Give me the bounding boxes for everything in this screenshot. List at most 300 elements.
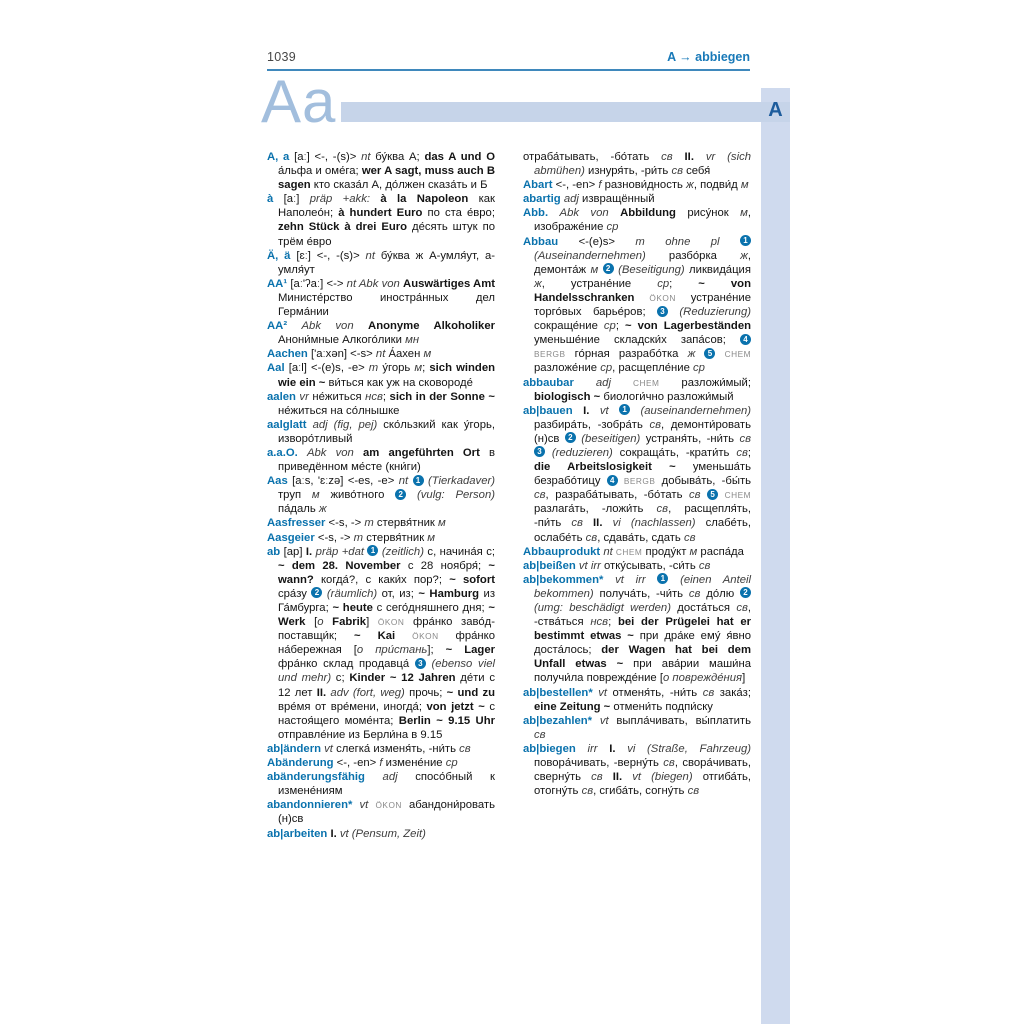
- bold-phrase: ~ von Handelsschranken: [534, 277, 751, 304]
- bold-phrase: ~ Kai: [354, 630, 396, 643]
- bold-phrase: ~ und zu: [446, 686, 496, 699]
- headword: Aasfresser: [267, 517, 326, 530]
- dictionary-entry: [267, 446, 495, 474]
- entry-text: сокраща́ть, -крати́ть: [612, 446, 737, 459]
- dictionary-entry: [267, 277, 495, 319]
- headword: aalglatt: [267, 418, 307, 431]
- entry-text: прочь;: [404, 686, 447, 699]
- entry-text: а́льфа и оме́га;: [278, 165, 362, 178]
- entry-text: получа́ть, -чи́ть: [593, 587, 689, 600]
- entry-text: [365, 771, 383, 783]
- section-letter: Aa: [261, 68, 337, 135]
- bold-phrase: ~ heute: [332, 602, 373, 614]
- entry-text: [324, 616, 333, 628]
- entry-text: изнуря́ть, -ри́ть: [584, 165, 672, 178]
- subject-label: ÖKON: [412, 631, 439, 642]
- sense-number: 2: [603, 263, 614, 274]
- entry-text: <-s, ->: [314, 531, 354, 544]
- grammar-label: св: [739, 432, 751, 445]
- bold-phrase: Auswärtiges Amt: [403, 277, 495, 290]
- entry-text: бу́ква A;: [370, 151, 425, 163]
- grammar-label: adj (fig, pej): [312, 418, 378, 431]
- dictionary-entry: [523, 559, 751, 573]
- headword: Abart: [523, 179, 553, 192]
- grammar-label: ж: [534, 277, 542, 290]
- sense-number: 2: [395, 489, 406, 500]
- bold-phrase: der Wagen hat bei dem Unfall etwas ~: [534, 644, 751, 671]
- bold-phrase: am angeführten Ort: [362, 446, 480, 459]
- grammar-label: vt: [599, 404, 609, 417]
- grammar-label: ж: [740, 249, 748, 262]
- grammar-label: (Auseinandernehmen): [534, 249, 646, 262]
- headword: ab|bekommen*: [523, 573, 604, 586]
- entry-text: устране́ние торго́вых барье́ров;: [534, 291, 752, 319]
- grammar-label: vr (sich abmühen): [534, 151, 752, 178]
- entry-text: с сего́дняшнего дня;: [372, 602, 489, 614]
- entry-text: слабе́ть, ослабе́ть: [534, 517, 752, 544]
- grammar-label: св: [581, 785, 594, 798]
- entry-text: [622, 771, 632, 783]
- grammar-label: св: [663, 757, 675, 770]
- bold-phrase: Berlin ~ 9.15 Uhr: [398, 714, 495, 727]
- entry-text: [646, 574, 658, 586]
- entry-text: , расщепле́ние: [612, 362, 694, 375]
- bold-phrase: von jetzt ~: [426, 700, 485, 713]
- grammar-label: нсв: [365, 390, 383, 403]
- grammar-label: adv (fort, weg): [330, 686, 405, 699]
- entry-text: <-(e)s>: [558, 235, 636, 248]
- entry-text: [: [305, 616, 318, 629]
- entry-text: [ap]: [280, 545, 306, 558]
- sense-number: 5: [707, 489, 718, 500]
- bold-phrase: II.: [684, 151, 694, 163]
- headword: ab: [267, 545, 281, 558]
- entry-text: биологи́чно разложи́мый: [600, 390, 734, 403]
- grammar-label: nt Abk von: [346, 277, 400, 290]
- entry-text: [ɛː] <-, -(s)>: [290, 249, 366, 262]
- bold-phrase: à la Napoleon: [380, 193, 469, 206]
- grammar-label: ср: [603, 320, 616, 333]
- entry-text: отку́сывать, -си́ть: [600, 559, 699, 572]
- grammar-label: (umg: beschädigt werden): [534, 602, 671, 614]
- bold-phrase: wer A sagt, muss auch B sagen: [278, 165, 495, 192]
- entry-text: устраня́ть, -ни́ть: [640, 432, 740, 445]
- entry-text: как Наполео́н;: [278, 193, 495, 220]
- headword: abbaubar: [523, 376, 574, 389]
- grammar-label: adj: [563, 193, 579, 206]
- entry-text: [574, 377, 596, 389]
- headword: Aasgeier: [267, 531, 315, 544]
- grammar-label: (ebenso viel und mehr): [278, 658, 495, 685]
- grammar-label: м: [590, 263, 599, 276]
- entry-text: , -ства́ться: [534, 602, 751, 629]
- grammar-label: св: [459, 742, 471, 755]
- entry-text: уменьша́ть безрабо́тицу: [534, 461, 751, 488]
- grammar-label: св: [698, 559, 711, 572]
- entry-text: [576, 743, 588, 755]
- entry-text: разложе́ние: [534, 362, 601, 375]
- entry-text: с 28 ноября́;: [400, 559, 489, 572]
- grammar-label: m: [353, 531, 364, 544]
- entry-text: не́житься: [308, 390, 366, 403]
- bold-phrase: die Arbeitslosigkeit ~: [534, 461, 676, 474]
- entry-text: [aː] <-, -(s)>: [289, 151, 362, 163]
- bold-phrase: Abbildung: [620, 207, 676, 220]
- grammar-label: Abk von: [301, 320, 354, 333]
- left-column: [267, 150, 495, 841]
- entry-text: [634, 292, 649, 304]
- headword: A, a: [267, 151, 290, 163]
- entry-text: [352, 799, 359, 811]
- grammar-label: (beseitigen): [581, 432, 641, 445]
- entry-text: фра́нко склад продавца́: [278, 658, 415, 671]
- headword: Abb.: [523, 207, 549, 220]
- entry-text: [720, 236, 740, 248]
- dictionary-entry: [267, 150, 495, 192]
- entry-text: [354, 447, 363, 459]
- entry-text: [583, 517, 593, 529]
- entry-text: [630, 405, 640, 417]
- entry-text: ви́ться как уж на сковороде́: [325, 376, 473, 389]
- grammar-label: vi (nachlassen): [612, 517, 696, 530]
- bold-phrase: II.: [612, 771, 623, 784]
- entry-text: сра́зу: [278, 587, 312, 600]
- entry-text: [668, 574, 680, 586]
- sense-number: 2: [311, 587, 322, 598]
- entry-text: до́лю: [700, 587, 740, 600]
- bold-phrase: ~ Lager: [445, 644, 495, 657]
- entry-text: у́горь: [378, 362, 415, 375]
- entry-text: [616, 743, 628, 755]
- entry-text: де́сять штук по трём е́вро: [278, 221, 495, 248]
- bold-phrase: à hundert Euro: [338, 207, 423, 220]
- subject-label: CHEM: [724, 349, 752, 360]
- grammar-label: св: [585, 531, 598, 544]
- entry-text: , демонта́ж: [534, 249, 751, 276]
- dictionary-entry: [267, 516, 495, 530]
- grammar-label: vi (Straße, Fahrzeug): [627, 742, 752, 755]
- headword: AA²: [267, 320, 288, 333]
- headword: ab|ändern: [267, 742, 322, 755]
- grammar-label: vt: [599, 714, 609, 727]
- grammar-label: nt: [398, 475, 409, 488]
- dictionary-entry: [267, 742, 495, 756]
- entry-text: ;: [669, 277, 699, 290]
- grammar-label: vt: [324, 742, 333, 755]
- sense-number: 1: [619, 404, 630, 415]
- entry-text: ско́льзкий как у́горь, изворо́тливый: [278, 418, 496, 445]
- entry-text: <-, -en>: [552, 179, 599, 192]
- grammar-label: Abk von: [559, 207, 609, 220]
- grammar-label: (Reduzierung): [679, 306, 751, 319]
- headword: Abänderung: [267, 757, 334, 770]
- entry-text: [545, 447, 552, 459]
- entry-text: [aː'ʔaː] <->: [287, 277, 347, 290]
- guide-words: A → abbiegen: [667, 50, 750, 64]
- entry-text: фра́нко заво́д-поставщи́к;: [278, 616, 496, 643]
- entry-text: с, начина́я с;: [423, 545, 495, 558]
- entry-text: измене́ние: [382, 757, 446, 770]
- sense-number: 2: [565, 432, 576, 443]
- dictionary-entry: [267, 418, 495, 446]
- entry-text: Министе́рство иностра́нных дел Герма́нии: [278, 291, 495, 319]
- entry-text: от, из;: [377, 587, 419, 600]
- dictionary-entry: [267, 474, 495, 516]
- entry-text: ]: [366, 616, 378, 629]
- bold-phrase: das A und O: [424, 151, 495, 163]
- entry-text: [715, 348, 724, 360]
- grammar-label: adj: [595, 376, 611, 389]
- entry-text: себя́: [682, 165, 711, 178]
- subject-label: ÖKON: [377, 617, 405, 628]
- sense-number: 1: [740, 235, 751, 246]
- entry-text: отправле́ние из Берли́на в 9.15: [278, 728, 443, 741]
- entry-text: фра́нко на́бережная [: [278, 630, 495, 657]
- grammar-label: m: [368, 362, 379, 375]
- sense-number: 2: [740, 587, 751, 598]
- entry-text: отгиба́ть, отогну́ть: [534, 771, 752, 798]
- entry-text: , сдава́ть, сдать: [597, 531, 684, 544]
- entry-text: извращённый: [578, 193, 655, 206]
- grammar-label: vt irr: [578, 559, 601, 572]
- thumb-tab-letter: A: [768, 99, 783, 121]
- grammar-label: ср: [606, 221, 619, 234]
- entry-text: ;: [747, 446, 751, 459]
- entry-text: бу́ква ж A-умля́ут, а-умля́ут: [278, 249, 496, 276]
- grammar-label: präp +akk:: [309, 193, 370, 206]
- bold-phrase: ~ sofort: [449, 573, 495, 586]
- headword: Aal: [267, 362, 285, 375]
- grammar-label: (zeitlich): [381, 545, 424, 558]
- entry-text: [592, 715, 600, 727]
- entry-text: , расщепля́ть, -пи́ть: [534, 503, 752, 530]
- headword: ab|bezahlen*: [523, 714, 593, 727]
- grammar-label: nt: [361, 151, 371, 163]
- grammar-label: м: [311, 489, 320, 502]
- entry-text: ['aːxən] <-s>: [307, 348, 376, 361]
- entry-text: [589, 405, 599, 417]
- entry-text: когда́?, с каки́х пор?;: [313, 573, 450, 586]
- entry-text: , устране́ние: [541, 277, 658, 290]
- entry-text: отменя́ть, -ни́ть: [607, 686, 703, 699]
- entry-text: уменьше́ние складски́х запа́сов;: [534, 334, 740, 347]
- sense-number: 3: [657, 306, 668, 317]
- headword: Ä, ä: [267, 249, 291, 262]
- entry-text: [573, 405, 583, 417]
- headword: Aachen: [267, 348, 308, 361]
- entry-text: ликвида́ция: [684, 263, 751, 276]
- grammar-label: мн: [405, 334, 420, 347]
- grammar-label: ср: [600, 362, 613, 375]
- grammar-label: м: [414, 362, 423, 375]
- dictionary-entry: [267, 192, 495, 248]
- grammar-label: ж: [318, 503, 327, 516]
- entry-text: разбо́рка: [645, 249, 741, 262]
- entry-text: [aː]: [273, 193, 310, 206]
- sense-number: 3: [415, 658, 426, 669]
- sense-number: 4: [740, 334, 751, 345]
- subject-label: CHEM: [615, 546, 643, 557]
- grammar-label: св: [661, 151, 673, 163]
- entry-text: , разраба́тывать, -бо́тать: [545, 489, 689, 502]
- entry-text: разлага́ть, -ложи́ть: [534, 503, 657, 516]
- entry-text: [287, 320, 301, 332]
- bold-phrase: ~ von Lagerbeständen: [625, 320, 751, 333]
- grammar-label: Abk von: [306, 446, 354, 459]
- bold-phrase: ~ Hamburg: [418, 587, 480, 600]
- grammar-label: о при́стань: [356, 644, 428, 657]
- headword: Abbauprodukt: [523, 545, 601, 558]
- grammar-label: vt (Pensum, Zeit): [339, 827, 426, 840]
- entry-text: го́рная разрабо́тка: [565, 348, 688, 361]
- dictionary-entry: [267, 390, 495, 418]
- grammar-label: (einen Anteil bekommen): [534, 573, 752, 600]
- sense-number: 5: [704, 348, 715, 359]
- entry-text: де́ти с 12 лет: [278, 672, 495, 699]
- entry-text: [354, 320, 368, 332]
- grammar-label: (reduzieren): [551, 446, 613, 459]
- entry-text: кто сказа́л A, до́лжен сказа́ть и Б: [310, 179, 488, 192]
- grammar-label: (Beseitigung): [618, 263, 685, 276]
- grammar-label: м: [423, 348, 432, 361]
- dictionary-entry: [267, 770, 495, 798]
- grammar-label: vt: [598, 686, 608, 699]
- grammar-label: нсв: [590, 616, 609, 629]
- bold-phrase: II.: [593, 517, 603, 530]
- entry-text: стервя́тник: [373, 517, 438, 530]
- entry-text: ;: [422, 362, 430, 375]
- entry-text: [408, 475, 412, 487]
- entry-text: отмени́ть подпи́ску: [610, 700, 713, 713]
- dictionary-entry: [523, 150, 751, 178]
- subject-label: ÖKON: [649, 292, 676, 303]
- headword: ab|bauen: [523, 404, 573, 417]
- sense-number: 1: [413, 475, 424, 486]
- subject-label: BERGB: [623, 476, 656, 487]
- entry-text: вре́мя от вре́мени, иногда́;: [278, 700, 427, 713]
- grammar-label: präp +dat: [315, 545, 365, 558]
- grammar-label: ср: [445, 757, 458, 770]
- entry-text: из Га́мбурга;: [278, 587, 496, 614]
- grammar-label: св: [688, 587, 701, 600]
- dictionary-entry: [267, 319, 495, 347]
- grammar-label: м: [689, 545, 698, 558]
- dictionary-entry: [523, 206, 751, 234]
- grammar-label: св: [688, 489, 701, 502]
- entry-text: [603, 771, 613, 783]
- entry-text: [603, 574, 615, 586]
- bold-phrase: ~ Werk: [278, 602, 495, 629]
- grammar-label: (Tierkadaver): [427, 475, 496, 488]
- headword: à: [267, 193, 274, 206]
- entry-text: с;: [331, 672, 350, 685]
- entry-text: [395, 630, 412, 642]
- bold-phrase: ~ dem 28. November: [278, 559, 401, 572]
- entry-text: зака́з;: [714, 686, 751, 699]
- grammar-label: (vulg: Person): [417, 489, 496, 502]
- entry-text: [aːs, 'ɛːzə] <-es, -e>: [287, 475, 399, 488]
- grammar-label: св: [534, 489, 546, 502]
- bold-phrase: Kinder ~ 12 Jahren: [349, 672, 456, 685]
- entry-text: [668, 306, 679, 318]
- entry-text: , подви́д: [693, 179, 741, 192]
- right-column: [523, 150, 751, 798]
- subject-label: BERGB: [534, 349, 566, 360]
- entry-text: спосо́бный к измене́ниям: [278, 771, 496, 798]
- dictionary-entry: [267, 798, 495, 826]
- dictionary-entry: [523, 573, 751, 686]
- headword: abänderungsfähig: [267, 771, 365, 784]
- entry-text: разложи́мый;: [659, 376, 751, 389]
- entry-text: при дра́ке ему́ я́вно доста́лось;: [534, 630, 751, 657]
- bold-phrase: eine Zeitung ~: [534, 700, 611, 713]
- page-header: [267, 50, 750, 64]
- entry-text: А́ахен: [385, 348, 424, 361]
- grammar-label: ср: [693, 362, 705, 375]
- grammar-label: m ohne pl: [635, 235, 720, 248]
- thumb-index-bar: [761, 88, 790, 1024]
- grammar-label: nt: [365, 249, 375, 262]
- bold-phrase: biologisch ~: [534, 390, 601, 403]
- headword: a.a.O.: [267, 446, 298, 459]
- headword: ab|biegen: [523, 742, 576, 755]
- headword: abartig: [523, 193, 561, 206]
- entry-text: проду́кт: [642, 545, 690, 558]
- grammar-label: adj: [382, 771, 398, 784]
- entry-text: [aːl] <-(e)s, -e>: [284, 362, 369, 375]
- entry-text: [609, 405, 619, 417]
- grammar-label: vt (biegen): [632, 771, 693, 784]
- grammar-label: м: [740, 179, 749, 192]
- entry-text: <-s, ->: [325, 517, 365, 530]
- dictionary-entry: [523, 404, 751, 545]
- bold-phrase: Fabrik: [332, 616, 367, 629]
- entry-text: в приведённом ме́сте (кни́ги): [278, 446, 496, 474]
- dictionary-entry: [267, 756, 495, 770]
- grammar-label: св: [656, 503, 669, 516]
- dictionary-entry: [267, 347, 495, 361]
- dictionary-entry: [267, 545, 495, 742]
- bold-phrase: I.: [330, 827, 337, 840]
- entry-text: <-, -en>: [333, 757, 380, 770]
- bold-phrase: I.: [583, 404, 590, 417]
- grammar-label: м: [740, 207, 748, 220]
- grammar-label: nt: [375, 348, 386, 361]
- dictionary-entry: [523, 742, 751, 798]
- grammar-label: ж: [687, 348, 696, 361]
- entry-text: [602, 517, 612, 529]
- entry-text: доста́ться: [670, 602, 737, 614]
- dictionary-entry: [267, 827, 495, 841]
- bold-phrase: bei der Prügelei hat er bestimmt etwas ~: [534, 616, 751, 643]
- dictionary-entry: [267, 249, 495, 277]
- entry-text: разбира́ть, -зобра́ть: [534, 418, 650, 431]
- grammar-label: ср: [657, 277, 670, 290]
- grammar-label: irr: [587, 742, 598, 755]
- bold-phrase: II.: [316, 686, 327, 699]
- section-letter-band: [341, 102, 790, 122]
- entry-text: ;: [608, 616, 618, 629]
- entry-text: разнови́дность: [601, 179, 687, 192]
- headword: Aas: [267, 475, 288, 488]
- dictionary-entry: [523, 192, 751, 206]
- grammar-label: ж: [686, 179, 694, 192]
- entry-text: ;: [382, 390, 390, 403]
- entry-text: распа́да: [697, 545, 744, 558]
- entry-text: [598, 264, 602, 276]
- entry-text: [298, 447, 307, 459]
- entry-text: [695, 348, 704, 360]
